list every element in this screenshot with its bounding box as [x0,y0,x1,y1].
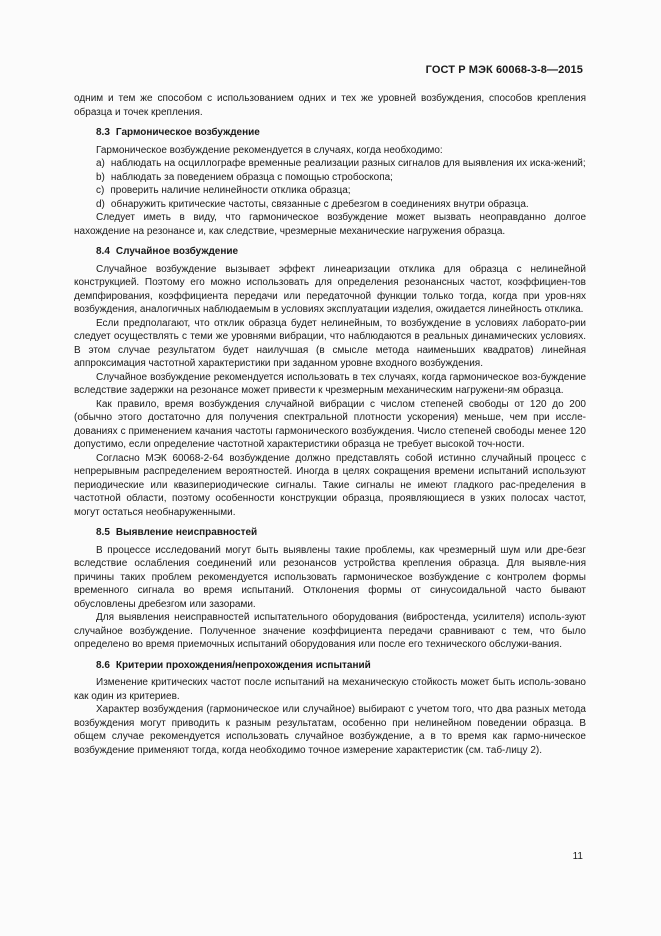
intro-paragraph: одним и тем же способом с использованием одних и тех же уровней возбуждения, способов крепления образца и точек крепления. [74,93,586,118]
section-title: Случайное возбуждение [115,246,239,257]
section-number: 8.4 [96,246,110,257]
list-item [74,157,586,171]
list-text: наблюдать на осциллографе временные реализации разных сигналов для выявления их иска-жений; [110,158,586,169]
list-letter: d) [96,198,105,210]
list-letter: a) [96,158,105,169]
list-letter: b) [96,171,105,183]
paragraph: Согласно МЭК 60068-2-64 возбуждение должно представлять собой истинно случайный процесс с непрерывным распределением вероятностей. Иногда в целях сокращения времени испытаний используют периодические или квазипериодические сигналы. Такие сигналы не имеют гладкого рас-пределения в частотной области, поэтому особенности конструкции образца, проявляющиеся в узких полосах частот, могут остаться необнаруженными. [74,452,586,518]
paragraph: Характер возбуждения (гармоническое или случайное) выбирают с учетом того, что два разных метода возбуждения могут приводить к разным результатам, особенно при нелинейном поведении образца. В общем случае рекомендуется использовать случайное возбуждение, а в то время как гармо-ническое возбуждение применяют тогда, когда необходимо точное измерение характеристик (см. таб-лицу 2). [74,704,586,756]
section-title: Выявление неисправностей [115,527,258,538]
paragraph: В процессе исследований могут быть выявлены такие проблемы, как чрезмерный шум или дре-безг вследствие ослабления соединений или резонансов устройства крепления образца. Для выявле-ния причины таких проблем рекомендуется использовать гармоническое возбуждение с контролем формы временного сигнала во время испытаний. Отклонения формы от синусоидальной часто бывают обусловлены дребезгом или зазорами. [74,544,586,610]
list-item [74,171,586,185]
list-text: наблюдать за поведением образца с помощью стробоскопа; [110,171,393,183]
paragraph: Гармоническое возбуждение рекомендуется в случаях, когда необходимо: [96,144,443,156]
paragraph: Как правило, время возбуждения случайной вибрации с числом степеней свободы от 120 до 200 (обычно этого достаточно для получения спектральной плотности ускорения) меньше, чем при иссле-дованиях с применением качания частоты гармонического возбуждения. Число степеней свободы менее 120 допустимо, если определение частотной характеристики образца не требует высокой точ-ности. [74,398,586,450]
paragraph: Изменение критических частот после испытаний на механическую стойкость может быть исполь-зовано как один из критериев. [74,677,586,702]
paragraph: Случайное возбуждение рекомендуется использовать в тех случаях, когда гармоническое воз-буждение вследствие задержки на резонансе может привести к чрезмерным механическим нагружени-ям образца. [74,371,586,396]
list-text: обнаружить критические частоты, связанные с дребезгом в соединениях внутри образца. [110,198,529,210]
list-text: проверить наличие нелинейности отклика образца; [110,185,351,196]
list-letter: c) [96,185,105,196]
paragraph: Для выявления неисправностей испытательного оборудования (вибростенда, усилителя) исполь-зуют случайное возбуждение. Полученное значение коэффициента передачи сравнивают с тем, что было определено во время приемочных испытаний оборудования или после его технического обслужи-вания. [74,612,586,650]
section-title: Гармоническое возбуждение [115,127,260,138]
section-8-4-heading [74,245,586,259]
section-number: 8.3 [96,127,110,138]
list-item [74,184,586,198]
section-number: 8.5 [96,527,110,538]
section-8-6-heading [74,659,586,673]
document-code: ГОСТ Р МЭК 60068-3-8—2015 [425,64,583,76]
paragraph: Следует иметь в виду, что гармоническое возбуждение может вызвать неоправданно долгое нахождение на резонансе и, как следствие, чрезмерные механические нагружения образца. [74,212,586,237]
list-item [74,198,586,212]
section-number: 8.6 [96,659,110,671]
document-body [74,92,586,757]
section-8-3-heading [74,126,586,140]
paragraph: Случайное возбуждение вызывает эффект линеаризации отклика для образца с нелинейной конструкцией. Поэтому его можно использовать для определения резонансных частот, коэффициен-тов демпфирования, коэффициента передачи или передаточной функции только тогда, когда при уров-нях возбуждения, аналогичных наблюдаемым в условиях эксплуатации изделия, ожидается линейность отклика. [74,263,586,315]
paragraph: Если предполагают, что отклик образца будет нелинейным, то возбуждение в условиях лаборато-рии следует осуществлять с теми же уровнями вибрации, что наблюдаются в реальных динамических условиях. В этом случае результатом будет наилучшая (в смысле метода наименьших квадратов) линейная аппроксимация частотной характеристики при заданном уровне входного возбуждения. [74,317,586,369]
section-8-5-heading [74,526,586,540]
page-number: 11 [572,851,583,862]
section-title: Критерии прохождения/непрохождения испытаний [115,659,371,671]
